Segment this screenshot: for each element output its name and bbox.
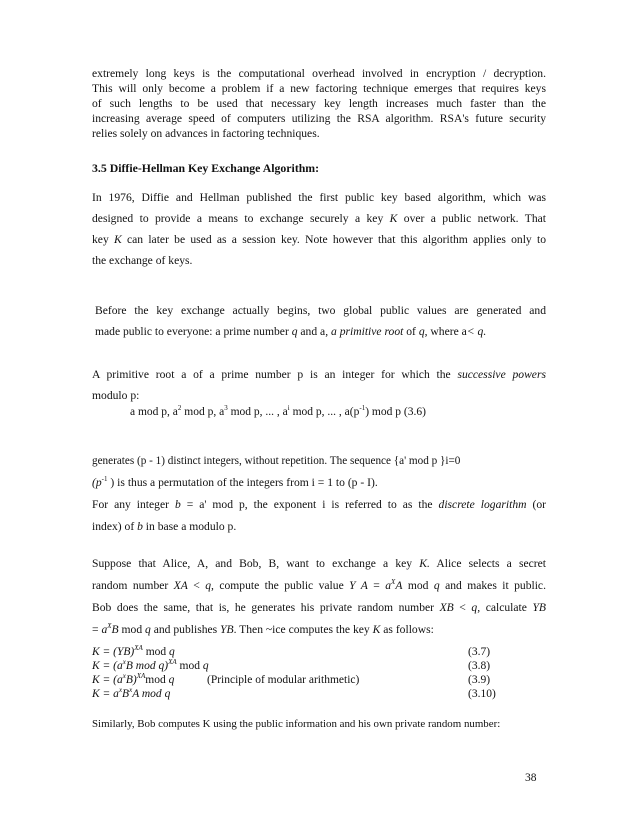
powers-formula: a mod p, $a^2$ mod p, $a^3$ mod p, ... , $a^i$ mod p, ... , $a(p^{-1})$ mod p (3.6) <box>130 404 426 418</box>
equation-3-7: K = (YB)$^{XA}$ mod q <box>92 644 175 658</box>
seq-line-4: index) of b in base a modulo p. <box>92 520 237 533</box>
equation-3-10: $K = a^xB^xA$ mod q <box>92 686 171 700</box>
bob-computes-paragraph: Similarly, Bob computes K using the public information and his own private random number: <box>92 718 501 730</box>
intro-line-3: of such lengths to be used that necessary key length increases much faster than the <box>92 97 546 110</box>
prim-line-1: A primitive root a of a prime number p is an integer for which the successive powers <box>92 368 546 381</box>
prim-line-2: modulo p: <box>92 389 140 402</box>
seq-line-3: For any integer b = a' mod p, the exponent i is referred to as the discrete logarithm (or <box>92 498 547 511</box>
page-number: 38 <box>525 772 537 784</box>
exch-line-2: random number XA < q, compute the public value Y $A = a^XA$ mod q and makes it public. <box>92 578 546 592</box>
seq-line-2: ($p^{-1}$ ) is thus a permutation of the integers from i = 1 to (p - I). <box>92 475 378 489</box>
dh-line-2: designed to provide a means to exchange securely a key K over a public network. That <box>92 212 546 225</box>
equation-note: (Principle of modular arithmetic) <box>207 674 360 686</box>
intro-line-4: increasing average speed of computers utilizing the RSA algorithm. RSA's future security <box>92 112 546 125</box>
exchange-paragraph <box>92 553 546 641</box>
global-line-1: Before the key exchange actually begins, two global public values are generated and <box>95 304 546 317</box>
equation-3-8: $K = (a^xB$ mod q)$^{XA}$ mod q <box>92 658 209 672</box>
equation-number: (3.9) <box>468 674 491 686</box>
section-heading: 3.5 Diffie-Hellman Key Exchange Algorithm: <box>92 161 320 175</box>
exch-line-3: Bob does the same, that is, he generates his private random number XB < q, calculate YB <box>92 601 546 614</box>
intro-line-1: extremely long keys is the computational overhead involved in encryption / decryption. <box>92 67 546 80</box>
dh-line-3: key K can later be used as a session key. Note however that this algorithm applies only to <box>92 233 546 246</box>
global-values-paragraph <box>95 300 546 342</box>
intro-paragraph <box>92 66 546 141</box>
equation-number: (3.7) <box>468 646 491 658</box>
global-line-2: made public to everyone: a prime number q and a, a primitive root of q, where a< q. <box>95 325 487 338</box>
exch-line-4: = $a^XB$ mod q and publishes YB. Then ~ice computes the key K as follows: <box>92 622 434 636</box>
intro-line-5: relies solely on advances in factoring techniques. <box>92 127 320 140</box>
seq-line-1: generates (p - 1) distinct integers, without repetition. The sequence {a' mod p }i=0 <box>92 455 461 467</box>
dh-line-1: In 1976, Diffie and Hellman published the first public key based algorithm, which was <box>92 191 546 204</box>
primitive-root-paragraph <box>92 364 546 406</box>
dh-line-4: the exchange of keys. <box>92 254 193 267</box>
dh-intro-paragraph <box>92 187 546 271</box>
exch-line-1: Suppose that Alice, A, and Bob, B, want to exchange a key K. Alice selects a secret <box>92 557 546 570</box>
sequence-paragraph <box>92 450 546 538</box>
equation-3-9: $K = (a^xB)^{XA}mod$ q <box>92 672 175 686</box>
equation-number: (3.8) <box>468 660 491 672</box>
equation-number: (3.10) <box>468 688 496 700</box>
intro-line-2: This will only become a problem if a new factoring technique emerges that requires keys <box>92 82 546 95</box>
